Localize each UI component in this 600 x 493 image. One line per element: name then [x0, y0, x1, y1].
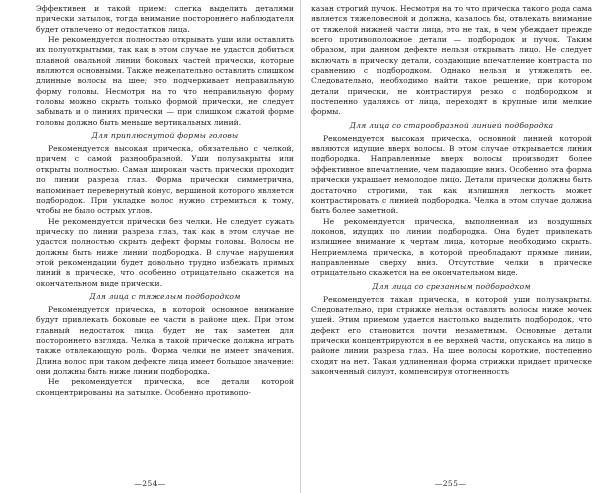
page-number-right: —255—: [434, 479, 467, 488]
page-number-left: —254—: [134, 479, 166, 488]
paragraph: Рекомендуется прическа, в которой основное внимание будут привлекать боковые ее части в районе щек. При этом главный недостаток лица будет не так заметен для постороннего взгляда. Челка в такой прическе должна играть также отвлекающую роль. Форма челки не имеет значения. Длина волос при таком дефекте лица имеет большое значение: они должны быть ниже линии подбородка.: [36, 304, 294, 376]
page-right: [300, 0, 600, 493]
section-heading: Для лица со срезанным подбородком: [372, 281, 531, 291]
section-heading: Для лица со старообразной линией подбородка: [349, 120, 554, 130]
paragraph: Не рекомендуется прическа, выполненная из воздушных локонов, идущих по линии подбородка. Она будет привлекать излишнее внимание к чертам лица, которые необходимо скрыть. Неприемлема прическа, в которой преобладают прямые линии, направленные сверху вниз. Отсутствие челки в прическе отрицательно скажется на ее окончательном виде.: [311, 216, 592, 278]
paragraph: Не рекомендуется прическа, все детали которой сконцентрированы на затылке. Особенно противопо-: [36, 377, 294, 397]
paragraph: казан строгий пучок. Несмотря на то что прическа такого рода сама является тяжеловесной и должна, казалось бы, отвлекать внимание от тяжелой нижней части лица, это не так, в чем убеждает прежде всего противоположное детали — подбородок и пучок. Таким образом, при данном дефекте нельзя открывать лицо. Не следует включать в прическу детали, создающие впечатление контраста по сравнению с подбородком. Однако нельзя и утяжелять ее. Следовательно, необходимо найти такое решение, при котором детали прически, не контрастируя резко с подбородком и постепенно удаляясь от лица, переходят в крупные или мелкие формы.: [311, 4, 592, 117]
paragraph: Рекомендуется высокая прическа, основной линией которой являются идущие вверх волосы. В этом случае открывается линия подбородка. Направленные вверх волосы производят более эффективное впечатление, чем падающие вниз. Особенно эта форма прически украшает немолодое лицо. Детали прически должны быть достаточно строгими, так как излишняя легкость может контрастировать с линией подбородка. Челка в этом случае должна быть более заметной.: [311, 133, 592, 216]
page-left-body: [36, 4, 294, 398]
paragraph: Рекомендуется такая прическа, в которой уши полузакрыты. Следовательно, при стрижке нельзя оставлять волосы ниже мочек ушей. Этим приемом удается настолько выделить подбородок, что дефект его становится почти незаметным. Основные детали прически концентрируются в ее верхней части, опускаясь на лицо в районе линии разреза глаз. На шее волосы короткие, постепенно сходят на нет. Такая удлиненная форма стрижки придает прическе законченный силуэт, компенсируя отогненность: [311, 294, 592, 376]
page-right-body: [311, 4, 592, 377]
paragraph: Эффективен и такой прием: слегка выделить деталями прически затылок, тогда внимание постороннего наблюдателя будет отвлечено от недостатков лица.: [36, 4, 294, 34]
section-heading: Для лица с тяжелым подбородком: [89, 291, 241, 301]
paragraph: Не рекомендуется полностью открывать уши или оставлять их полуоткрытыми, так как в этом случае не удастся добиться плавной овальной линии боковых частей прически, которые являются основными. Также нежелательно оставлять слишком длинные волосы на шее; это подчеркивает неправильную форму головы. Несмотря на то что неправильную форму головы можно скрыть только формой прически, не следует забывать и о линиях прически — при слишком сжатой форме головы должно быть меньше вертикальных линий.: [36, 35, 294, 127]
paragraph: Не рекомендуется прически без челки. Не следует сужать прическу по линии разреза глаз, так как в этом случае не удастся полностью скрыть дефект формы головы. Волосы не должны быть ниже линии подбородка. В случае нарушения этой рекомендации будет довольно трудно избежать прямых линий в прическе, что особенно отрицательно скажется на окончательном виде прически.: [36, 216, 294, 288]
section-heading: Для приплюснутой формы головы: [91, 131, 239, 141]
paragraph: Рекомендуется высокая прическа, обязательно с челкой, причем с самой разнообразной. Уши полузакрыты или открыты полностью. Самая широкая часть прически проходит по линии разреза глаз. Форма прически симметрична, напоминает перевернутый конус, вершиной которого является подбородок. При укладке волос нужно стремиться к тому, чтобы не было острых углов.: [36, 144, 294, 216]
